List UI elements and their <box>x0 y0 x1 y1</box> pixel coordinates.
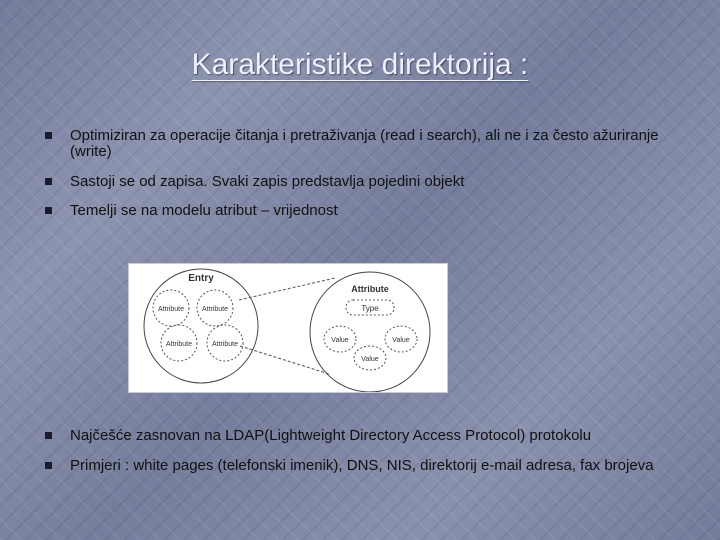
square-bullet-icon <box>45 432 52 439</box>
bullet-text: Sastoji se od zapisa. Svaki zapis predstavlja pojedini objekt <box>70 173 465 190</box>
bullet-list-top <box>44 128 694 233</box>
entry-attribute-label: Attribute <box>211 341 239 348</box>
entry-attribute-label: Attribute <box>165 341 193 348</box>
value-label: Value <box>361 356 379 363</box>
value-label: Value <box>331 337 349 344</box>
diagram-svg <box>129 264 447 392</box>
square-bullet-icon <box>45 462 52 469</box>
bullet-text: Najčešće zasnovan na LDAP(Lightweight Directory Access Protocol) protokolu <box>70 427 592 444</box>
entry-label: Entry <box>188 273 214 284</box>
bullet-list-bottom <box>44 428 694 488</box>
bullet-text: Primjeri : white pages (telefonski imenik), DNS, NIS, direktorij e-mail adresa, fax brojeva <box>70 457 654 474</box>
square-bullet-icon <box>45 132 52 139</box>
bullet-item <box>44 458 694 474</box>
square-bullet-icon <box>45 207 52 214</box>
entry-attribute-label: Attribute <box>201 306 229 313</box>
bullet-item <box>44 203 694 219</box>
slide-title: Karakteristike direktorija : <box>191 48 529 81</box>
entry-attribute-diagram <box>128 263 448 393</box>
attribute-label: Attribute <box>351 284 389 294</box>
type-label: Type <box>361 304 379 313</box>
bullet-item <box>44 128 694 160</box>
square-bullet-icon <box>45 178 52 185</box>
connector-line <box>239 278 335 300</box>
value-label: Value <box>392 337 410 344</box>
entry-circle <box>144 269 258 383</box>
entry-attribute-label: Attribute <box>157 306 185 313</box>
bullet-item <box>44 174 694 190</box>
bullet-text: Optimiziran za operacije čitanja i pretraživanja (read i search), ali ne i za često ažuriranje (write) <box>70 127 659 160</box>
bullet-text: Temelji se na modelu atribut – vrijednost <box>70 202 338 219</box>
connector-line <box>240 346 329 374</box>
bullet-item <box>44 428 694 444</box>
